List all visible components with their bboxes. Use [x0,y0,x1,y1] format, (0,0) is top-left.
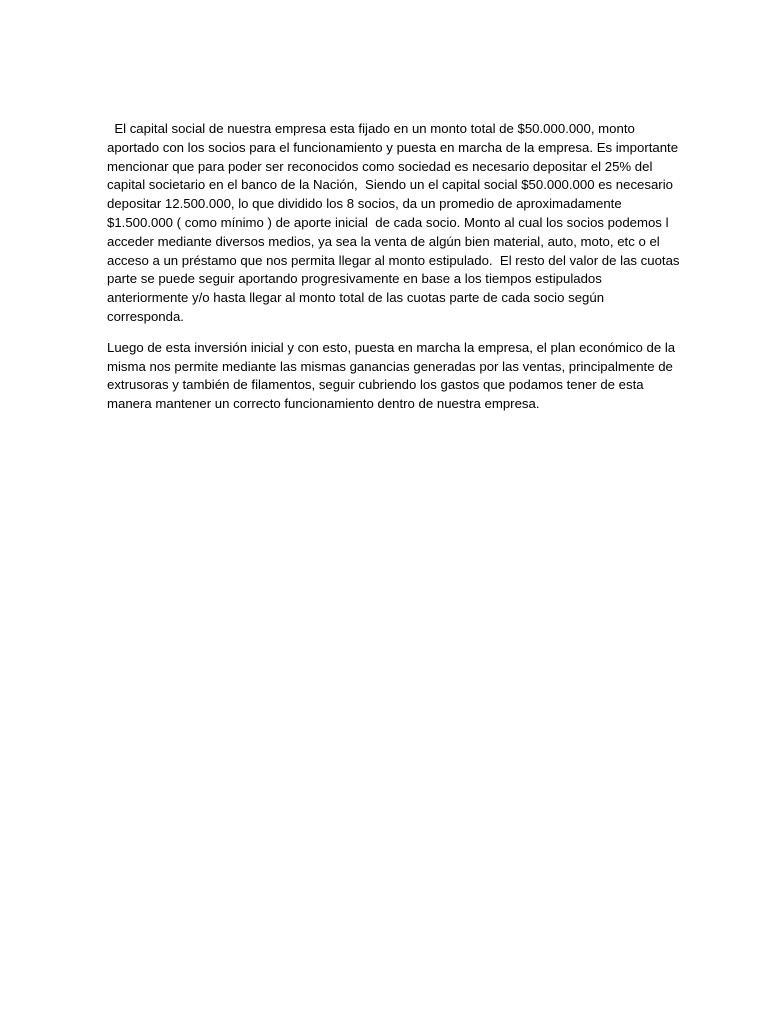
text-line: corresponda. [107,308,184,324]
text-line: mencionar que para poder ser reconocidos como sociedad es necesario depositar el 25% del [107,158,653,174]
text-line: acceder mediante diversos medios, ya sea la venta de algún bien material, auto, moto, etc o el [107,233,660,249]
text-line: manera mantener un correcto funcionamiento dentro de nuestra empresa. [107,396,540,412]
text-line: extrusoras y también de filamentos, seguir cubriendo los gastos que podamos tener de esta [107,377,644,393]
text-line: El capital social de nuestra empresa esta fijado en un monto total de $50.000.000, monto [107,121,635,136]
text-line: capital societario en el banco de la Nación, Siendo un el capital social $50.000.000 es necesario [107,177,673,193]
text-line: depositar 12.500.000, lo que dividido los 8 socios, da un promedio de aproximadamente [107,196,622,212]
text-line: anteriormente y/o hasta llegar al monto total de las cuotas parte de cada socio según [107,290,605,306]
paragraph-inversion-inicial [107,339,676,414]
text-line: aportado con los socios para el funcionamiento y puesta en marcha de la empresa. Es importante [107,139,679,155]
text-line: $1.500.000 ( como mínimo ) de aporte inicial de cada socio. Monto al cual los socios podemos l [107,214,669,230]
document-body [107,120,680,414]
text-line: acceso a un préstamo que nos permita llegar al monto estipulado. El resto del valor de las cuotas [107,252,680,268]
text-line: parte se puede seguir aportando progresivamente en base a los tiempos estipulados [107,271,602,287]
text-line: misma nos permite mediante las mismas ganancias generadas por las ventas, principalmente de [107,358,673,374]
text-line: Luego de esta inversión inicial y con esto, puesta en marcha la empresa, el plan económico de la [107,339,676,355]
paragraph-capital-social [107,120,680,327]
